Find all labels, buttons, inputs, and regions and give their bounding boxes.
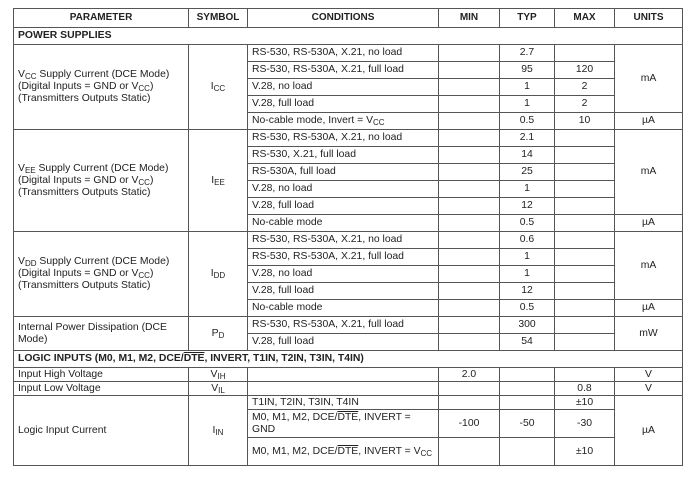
typ-value: 300 [500, 317, 555, 334]
typ-value: 1 [500, 96, 555, 113]
table-row [14, 45, 683, 62]
table-row [14, 130, 683, 147]
max-value: -30 [555, 410, 615, 438]
condition: V.28, full load [248, 283, 439, 300]
condition: V.28, full load [248, 198, 439, 215]
typ-value: 1 [500, 181, 555, 198]
condition: RS-530, RS-530A, X.21, full load [248, 62, 439, 79]
header-row [14, 9, 683, 28]
unit: V [615, 368, 683, 382]
section-power-supplies [14, 28, 683, 45]
condition: V.28, no load [248, 181, 439, 198]
symbol-iee: $I_{EE}$ [189, 130, 248, 232]
max-value: 120 [555, 62, 615, 79]
electrical-characteristics-table [13, 8, 683, 466]
table-row [14, 368, 683, 382]
unit: mA [615, 45, 683, 113]
symbol-iin: $I_{IN}$ [189, 396, 248, 466]
typ-value: 0.5 [500, 300, 555, 317]
unit: µA [615, 215, 683, 232]
param-iee: $V_{EE}$ Supply Current (DCE Mode) (Digital Inputs = GND or $V_{CC}$) (Transmitters Outputs Static) [14, 130, 189, 232]
param-icc: $V_{CC}$ Supply Current (DCE Mode) (Digital Inputs = GND or $V_{CC}$) (Transmitters Outputs Static) [14, 45, 189, 130]
table-row [14, 382, 683, 396]
condition: No-cable mode [248, 300, 439, 317]
unit: mA [615, 232, 683, 300]
condition: V.28, no load [248, 266, 439, 283]
unit: µA [615, 396, 683, 466]
typ-value: 54 [500, 334, 555, 351]
header-parameter: PARAMETER [14, 9, 189, 28]
param-iin: Logic Input Current [14, 396, 189, 466]
condition: M0, M1, M2, DCE/$\overline{DTE}$, INVERT = $V_{CC}$ [248, 438, 439, 466]
typ-value: 1 [500, 266, 555, 283]
condition: V.28, no load [248, 79, 439, 96]
section-logic-inputs [14, 351, 683, 368]
min-value: 2.0 [439, 368, 500, 382]
param-vil: Input Low Voltage [14, 382, 189, 396]
unit: µA [615, 300, 683, 317]
header-units: UNITS [615, 9, 683, 28]
max-value: ±10 [555, 396, 615, 410]
symbol-pd: $P_D$ [189, 317, 248, 351]
section-title: POWER SUPPLIES [14, 28, 683, 45]
typ-value: 0.5 [500, 215, 555, 232]
typ-value: 2.1 [500, 130, 555, 147]
typ-value: 25 [500, 164, 555, 181]
header-typ: TYP [500, 9, 555, 28]
typ-value: 1 [500, 249, 555, 266]
header-max: MAX [555, 9, 615, 28]
param-vih: Input High Voltage [14, 368, 189, 382]
condition: T1IN, T2IN, T3IN, T4IN [248, 396, 439, 410]
typ-value: 2.7 [500, 45, 555, 62]
unit: mA [615, 130, 683, 215]
condition: V.28, full load [248, 96, 439, 113]
symbol-idd: $I_{DD}$ [189, 232, 248, 317]
condition: No-cable mode, Invert = $V_{CC}$ [248, 113, 439, 130]
unit: V [615, 382, 683, 396]
min-value: -100 [439, 410, 500, 438]
header-symbol: SYMBOL [189, 9, 248, 28]
condition: RS-530, RS-530A, X.21, no load [248, 45, 439, 62]
max-value: 2 [555, 96, 615, 113]
symbol-vil: $V_{IL}$ [189, 382, 248, 396]
symbol-icc: $I_{CC}$ [189, 45, 248, 130]
section-title: LOGIC INPUTS (M0, M1, M2, DCE/$\overline{DTE}$, INVERT, T1IN, T2IN, T3IN, T4IN) [14, 351, 683, 368]
condition: RS-530, X.21, full load [248, 147, 439, 164]
typ-value: 95 [500, 62, 555, 79]
header-conditions: CONDITIONS [248, 9, 439, 28]
max-value: 2 [555, 79, 615, 96]
unit: mW [615, 317, 683, 351]
param-pd: Internal Power Dissipation (DCE Mode) [14, 317, 189, 351]
unit: µA [615, 113, 683, 130]
condition: V.28, full load [248, 334, 439, 351]
condition: No-cable mode [248, 215, 439, 232]
table-row [14, 232, 683, 249]
condition: M0, M1, M2, DCE/$\overline{DTE}$, INVERT = GND [248, 410, 439, 438]
typ-value: 1 [500, 79, 555, 96]
typ-value: 12 [500, 283, 555, 300]
condition: RS-530A, full load [248, 164, 439, 181]
typ-value: 12 [500, 198, 555, 215]
typ-value: 0.5 [500, 113, 555, 130]
typ-value: -50 [500, 410, 555, 438]
condition: RS-530, RS-530A, X.21, full load [248, 317, 439, 334]
typ-value: 14 [500, 147, 555, 164]
max-value [555, 45, 615, 62]
condition: RS-530, RS-530A, X.21, full load [248, 249, 439, 266]
max-value: ±10 [555, 438, 615, 466]
param-idd: $V_{DD}$ Supply Current (DCE Mode) (Digital Inputs = GND or $V_{CC}$) (Transmitters Outputs Static) [14, 232, 189, 317]
max-value: 10 [555, 113, 615, 130]
condition: RS-530, RS-530A, X.21, no load [248, 130, 439, 147]
condition: RS-530, RS-530A, X.21, no load [248, 232, 439, 249]
table-row [14, 396, 683, 410]
symbol-vih: $V_{IH}$ [189, 368, 248, 382]
table-row [14, 317, 683, 334]
max-value: 0.8 [555, 382, 615, 396]
typ-value: 0.6 [500, 232, 555, 249]
header-min: MIN [439, 9, 500, 28]
